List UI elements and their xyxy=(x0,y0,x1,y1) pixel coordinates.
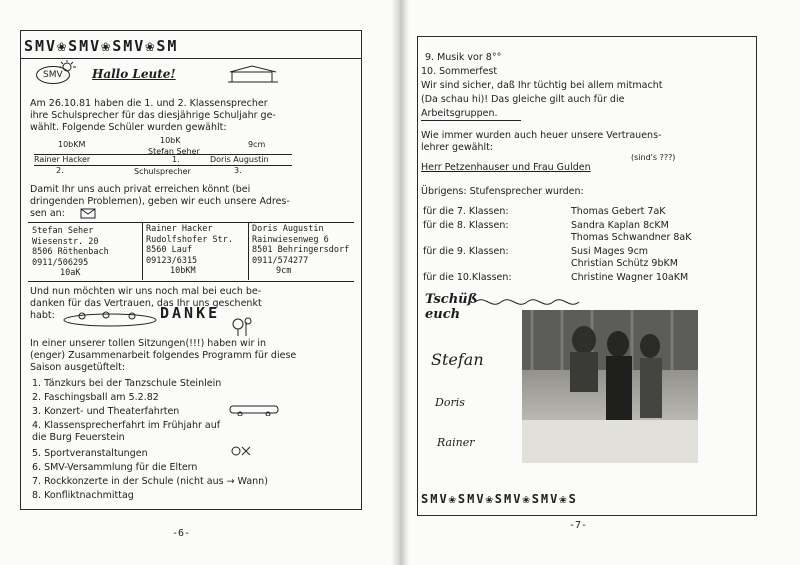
intro-line-1: Am 26.10.81 haben die 1. und 2. Klassensprecher xyxy=(30,98,268,109)
program-item-4: 4. Klassensprecherfahrt im Frühjahr auf xyxy=(32,420,221,431)
program-item-7: 7. Rockkonzerte in der Schule (nicht aus → Wann) xyxy=(32,476,268,487)
program-intro-2: (enger) Zusammenarbeit folgendes Programm für diese xyxy=(30,350,297,361)
page-number-left: -6- xyxy=(172,528,191,539)
stufe-9-name-2: Christian Schütz 9bKM xyxy=(571,258,678,269)
right-line-3: Arbeitsgruppen. xyxy=(421,108,498,119)
teachers-line-1: Wie immer wurden auch heuer unsere Vertrauens- xyxy=(421,130,662,141)
right-line-2: (Da schau hi)! Das gleiche gilt auch für die xyxy=(421,94,625,105)
winner-3-class: 9cm xyxy=(248,140,266,149)
stufe-7-name: Thomas Gebert 7aK xyxy=(571,206,666,217)
stufe-8-name-2: Thomas Schwandner 8aK xyxy=(571,232,692,243)
program-item-5: 5. Sportveranstaltungen xyxy=(32,448,148,459)
page-number-right: -7- xyxy=(569,520,588,531)
thanks-line-3: habt: xyxy=(30,310,55,321)
stufe-10-label: für die 10.Klassen: xyxy=(423,272,512,283)
contact-line-3: sen an: xyxy=(30,208,65,219)
car-doodle-icon xyxy=(228,402,282,416)
envelope-icon xyxy=(80,208,96,219)
stufe-9-name: Susi Mages 9cm xyxy=(571,246,649,257)
program-item-6: 6. SMV-Versammlung für die Eltern xyxy=(32,462,198,473)
stufe-8-label: für die 8. Klassen: xyxy=(423,220,509,231)
contact-line-2: dringenden Problemen), geben wir euch unsere Adres- xyxy=(30,196,290,207)
stufensprecher-heading: Übrigens: Stufensprecher wurden: xyxy=(421,186,584,197)
thanks-line-1: Und nun möchten wir uns noch mal bei euch be- xyxy=(30,286,262,297)
winner-2-name: Stefan Seher xyxy=(148,147,200,156)
item-9: 9. Musik vor 8°° xyxy=(425,52,502,63)
winner-3-name: Doris Augustin xyxy=(210,155,269,164)
winner-1-class: 10bKM xyxy=(58,140,86,149)
program-item-2: 2. Faschingsball am 5.2.82 xyxy=(32,392,159,403)
signature-stefan: Stefan xyxy=(431,350,484,369)
ball-doodle-icon xyxy=(230,444,252,458)
program-intro-3: Saison ausgetüftelt: xyxy=(30,362,126,373)
winner-3-place: 3. xyxy=(234,166,242,175)
program-intro-1: In einer unserer tollen Sitzungen(!!!) haben wir in xyxy=(30,338,267,349)
group-photo xyxy=(522,310,698,463)
teachers-note: (sind's ???) xyxy=(631,153,676,162)
address-stefan: Stefan Seher Wiesenstr. 20 8506 Röthenbach 0911/506295 10aK xyxy=(32,226,109,278)
header-band: SMV❀SMV❀SMV❀SM xyxy=(24,37,179,55)
winner-1-name: Rainer Hacker xyxy=(34,155,91,164)
winner-1-place: 2. xyxy=(56,166,64,175)
stufe-10-name: Christine Wagner 10aKM xyxy=(571,272,689,283)
squiggle-line-icon xyxy=(473,292,603,308)
teachers-names: Herr Petzenhauser und Frau Gulden xyxy=(421,162,591,173)
signature-doris: Doris xyxy=(435,396,465,409)
flower-doodle-icon xyxy=(228,316,258,336)
intro-line-2: ihre Schulsprecher für das diesjährige Schuljahr ge- xyxy=(30,110,276,121)
header-band-rule xyxy=(20,58,362,59)
thanks-line-2: danken für das Vertrauen, das Ihr uns geschenkt xyxy=(30,298,262,309)
danke-banner: DANKE xyxy=(160,304,221,322)
stufe-8-name: Sandra Kaplan 8cKM xyxy=(571,220,669,231)
intro-line-3: wählt. Folgende Schüler wurden gewählt: xyxy=(30,122,227,133)
stufe-9-label: für die 9. Klassen: xyxy=(423,246,509,257)
teachers-line-2: lehrer gewählt: xyxy=(421,142,494,153)
left-page xyxy=(0,0,398,565)
winners-box xyxy=(34,136,292,176)
address-doris: Doris Augustin Rainwiesenweg 6 8501 Behringersdorf 0911/574277 9cm xyxy=(252,224,350,276)
program-item-1: 1. Tänzkurs bei der Tanzschule Steinlein xyxy=(32,378,222,389)
footer-band: SMV❀SMV❀SMV❀SMV❀S xyxy=(421,492,578,506)
smv-badge: SMV xyxy=(36,66,70,84)
signature-rainer: Rainer xyxy=(437,436,475,449)
program-item-3: 3. Konzert- und Theaterfahrten xyxy=(32,406,180,417)
right-line-1: Wir sind sicher, daß Ihr tüchtig bei allem mitmacht xyxy=(421,80,663,91)
sun-doodle-icon xyxy=(58,60,76,74)
winners-role: Schulsprecher xyxy=(134,167,191,176)
house-doodle-icon xyxy=(226,64,282,84)
program-item-8: 8. Konfliktnachmittag xyxy=(32,490,134,501)
greeting: Hallo Leute! xyxy=(92,67,176,81)
right-page xyxy=(409,0,800,565)
photo-content xyxy=(522,310,698,463)
program-item-4b: die Burg Feuerstein xyxy=(32,432,125,443)
contact-line-1: Damit Ihr uns auch privat erreichen könnt (bei xyxy=(30,184,251,195)
stufe-7-label: für die 7. Klassen: xyxy=(423,206,509,217)
flowers-doodle-icon xyxy=(62,306,158,328)
winner-2-place: 1. xyxy=(172,155,180,164)
winner-2-class: 10bK xyxy=(160,136,181,145)
signoff: Tschüß euch xyxy=(425,292,478,322)
address-rainer: Rainer Hacker Rudolfshofer Str. 8560 Lauf 09123/6315 10bKM xyxy=(146,224,233,276)
item-10: 10. Sommerfest xyxy=(421,66,498,77)
book-gutter xyxy=(391,0,409,565)
